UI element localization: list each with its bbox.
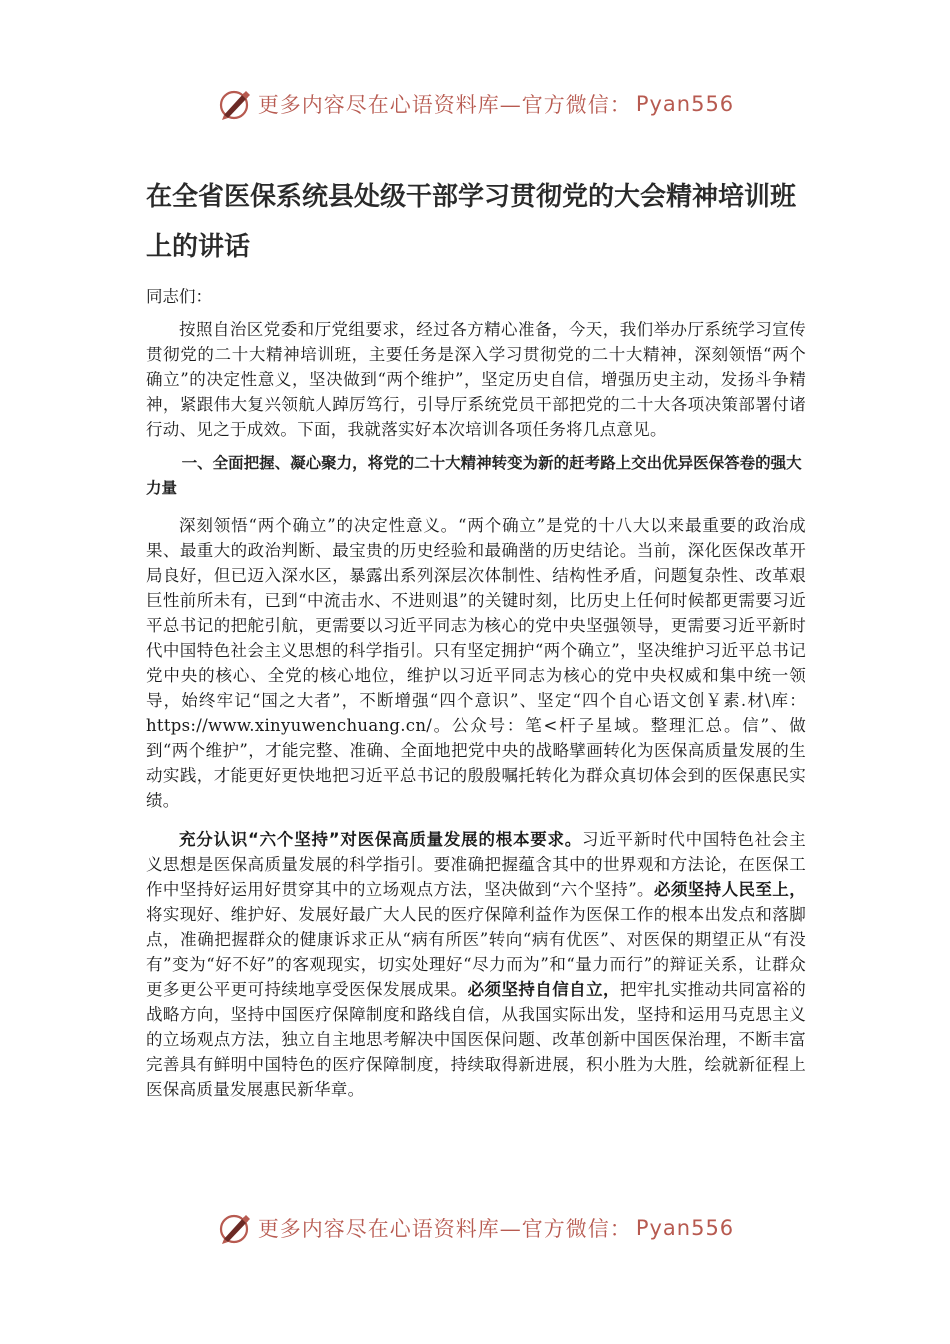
document-body bbox=[146, 172, 806, 1109]
text-2: 将实现好、维护好、发展好最广大人民的医疗保障利益作为医保工作的根本出发点和落脚点，准确把握群众的健康诉求正从“病有所医”转向“病有优医”、对医保的期望正从“有没有”变为“好不好”的客观现实，切实处理好“尽力而为”和“量力而行”的辩证关系，让群众更多更公平更可持续地享受医保发展成果。 bbox=[146, 905, 806, 999]
text-1: 习近平新时代中国特色社会主义思想是医保高质量发展的科学指引。要准确把握蕴含其中的世界观和方法论，在医保工作中坚持好运用好贯穿其中的立场观点方法，坚决做到“六个坚持”。 bbox=[146, 830, 806, 899]
paragraph-intro: 按照自治区党委和厅党组要求，经过各方精心准备，今天，我们举办厅系统学习宣传贯彻党的二十大精神培训班，主要任务是深入学习贯彻党的二十大精神，深刻领悟“两个确立”的决定性意义，坚决做到“两个维护”，坚定历史自信，增强历史主动，发扬斗争精神，紧跟伟大复兴领航人踔厉笃行，引导厅系统党员干部把党的二十大各项决策部署付诸行动、见之于成效。下面，我就落实好本次培训各项任务将几点意见。 bbox=[146, 320, 806, 439]
pen-logo-icon bbox=[216, 85, 254, 123]
bold-lead-2: 必须坚持人民至上， bbox=[653, 880, 806, 899]
section-heading-1: 一、全面把握、凝心聚力，将党的二十大精神转变为新的赶考路上交出优异医保答卷的强大力量 bbox=[146, 454, 802, 497]
paragraph-six-persistences bbox=[146, 827, 806, 1102]
top-banner bbox=[0, 82, 950, 126]
text-3: 把牢扎实推动共同富裕的战略方向，坚持中国医疗保障制度和路线自信，从我国实际出发，坚持和运用马克思主义的立场观点方法，独立自主地思考解决中国医保问题、改革创新中国医保治理，不断丰富完善具有鲜明中国特色的医疗保障制度，持续取得新进展，积小胜为大胜，绘就新征程上医保高质量发展惠民新华章。 bbox=[146, 980, 806, 1099]
greeting: 同志们： bbox=[146, 287, 212, 306]
banner-text: 更多内容尽在心语资料库—官方微信： bbox=[257, 1217, 632, 1241]
bold-lead-1: 充分认识“六个坚持”对医保高质量发展的根本要求。 bbox=[179, 830, 583, 849]
banner-content bbox=[216, 85, 734, 123]
banner-wechat-id: Pyan556 bbox=[635, 1216, 735, 1240]
document-title: 在全省医保系统县处级干部学习贯彻党的大会精神培训班上的讲话 bbox=[146, 182, 797, 262]
pen-logo-icon bbox=[216, 1209, 254, 1247]
banner-content bbox=[216, 1209, 734, 1247]
banner-wechat-id: Pyan556 bbox=[635, 92, 735, 116]
banner-text: 更多内容尽在心语资料库—官方微信： bbox=[257, 93, 632, 117]
paragraph-two-establishments: 深刻领悟“两个确立”的决定性意义。“两个确立”是党的十八大以来最重要的政治成果、最重大的政治判断、最宝贵的历史经验和最确凿的历史结论。当前，深化医保改革开局良好，但已迈入深水区，暴露出系列深层次体制性、结构性矛盾，问题复杂性、改革艰巨性前所未有，已到“中流击水、不进则退”的关键时刻，比历史上任何时候都更需要习近平总书记的把舵引航，更需要以习近平同志为核心的党中央坚强领导，更需要习近平新时代中国特色社会主义思想的科学指引。只有坚定拥护“两个确立”，坚决维护习近平总书记党中央的核心、全党的核心地位，维护以习近平同志为核心的党中央权威和集中统一领导，始终牢记“国之大者”，不断增强“四个意识”、坚定“四个自心语文创￥素.材\库：https://www.xinyuwenchuang.cn/。公众号：笔<杆子星域。整理汇总。信”、做到“两个维护”，才能完整、准确、全面地把党中央的战略擘画转化为医保高质量发展的生动实践，才能更好更快地把习近平总书记的殷殷嘱托转化为群众真切体会到的医保惠民实绩。 bbox=[146, 516, 806, 810]
bold-lead-3: 必须坚持自信自立， bbox=[467, 980, 620, 999]
bottom-banner bbox=[0, 1206, 950, 1250]
